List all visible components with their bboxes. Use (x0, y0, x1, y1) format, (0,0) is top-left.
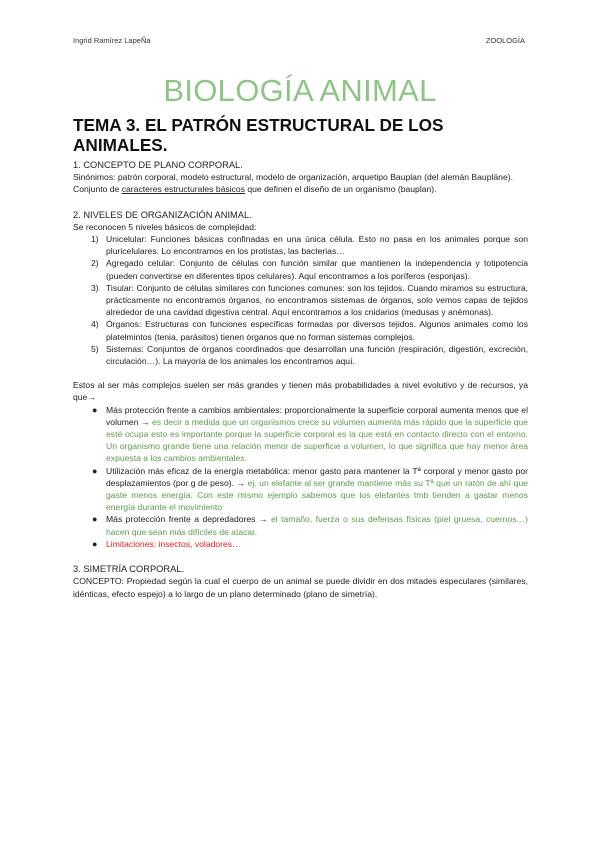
level-number: 5) (91, 343, 99, 354)
level-number: 1) (91, 234, 99, 245)
level-item (73, 233, 528, 257)
advantage-note: ej. un elefante al ser grande mantiene más su Tª que un ratón de ahí que gaste menos energía. Con este mismo ejemplo sabemos que los elefantes tmb tienden a gastar menos energía durante el movimiento (106, 477, 529, 513)
definition-post: que definen el diseño de un organismo (bauplan). (244, 184, 437, 195)
level-text: Tisular: Conjunto de células similares con funciones comunes: son los tejidos. Cuando miramos su estructura, prácticamente no encontramos órganos, no encontramos sistemas de órganos, solo vemos capas de tejidos alrededor de una cavidad digestiva central. Aquí encontramos a los cnidarios (medusas y anémonas). (106, 282, 528, 318)
levels-list (73, 233, 528, 367)
complexity-intro: Estos al ser más complejos suelen ser más grandes y tienen más probabilidades a nivel evolutivo y de recursos, ya que→ (73, 380, 528, 403)
advantage-item (73, 465, 528, 514)
level-text: Agregado celular: Conjunto de células con función similar que mantienen la independencia y totipotencia (pueden convertirse en diferentes tipos celulares). Aquí encontramos a los poríferos (esponjas). (106, 258, 528, 281)
advantage-main: Más protección frente a depredadores → (106, 514, 271, 525)
synonyms-text: Sinónimos: patrón corporal, modelo estructural, modelo de organización, arquetipo Bauplan (del alemán Baupläne). (73, 172, 513, 183)
section-2-heading: 2. NIVELES DE ORGANIZACIÓN ANIMAL. (73, 209, 252, 220)
limitations-text: Limitaciones: insectos, voladores… (106, 538, 241, 549)
level-number: 4) (91, 319, 99, 330)
advantage-item (73, 513, 528, 537)
bullet-icon: ● (92, 465, 98, 476)
definition-pre: Conjunto de (73, 184, 122, 195)
level-item (73, 257, 528, 281)
header-subject: ZOOLOGÍA (485, 36, 525, 45)
level-text: Sistemas: Conjuntos de órganos coordinados que desarrollan una función (respiración, digestión, excreción, circulación…). La mayoría de los animales los encontramos aquí. (106, 343, 528, 367)
advantage-item (73, 404, 528, 465)
advantage-note: es decir a medida que un organismos crece su volumen aumenta más rápido que la superficie que esté ocupa esto es importante porque la superficie corporal es la que está en contacto directo con el entorno. Un organismo grande tiene una relación menor de superficie a volumen, lo que significa que hay menor área expuesta a los cambios ambientales. (106, 416, 528, 464)
tema-heading: TEMA 3. EL PATRÓN ESTRUCTURAL DE LOS ANIMALES. (73, 115, 444, 155)
advantages-list (73, 404, 528, 550)
section-3-heading: 3. SIMETRÍA CORPORAL. (73, 564, 185, 575)
level-text: Unicelular: Funciones básicas confinadas en una única célula. Esto no pasa en los animales porque son pluricelulares. Lo encontramos en los protistas, las bacterias… (106, 234, 528, 257)
document-body (73, 115, 528, 600)
bullet-icon: ● (92, 514, 98, 525)
level-item (73, 343, 528, 367)
symmetry-concept: CONCEPTO: Propiedad según la cual el cuerpo de un animal se puede dividir en dos mitades especulares (similares, idénticas, efecto espejo) a lo largo de un plano determinado (plano de simetría). (73, 576, 528, 599)
level-item (73, 318, 528, 342)
bullet-icon: ● (92, 404, 98, 415)
level-number: 2) (91, 258, 99, 269)
advantage-main: Utilización más eficaz de la energía metabólica: menor gasto para mantener la Tª corporal y menor gasto por desplazamientos (por g de peso). → (106, 465, 528, 488)
level-item (73, 282, 528, 319)
level-number: 3) (91, 282, 99, 293)
section-1-heading: 1. CONCEPTO DE PLANO CORPORAL. (73, 160, 243, 170)
levels-intro: Se reconocen 5 niveles básicos de complejidad: (73, 221, 257, 232)
advantage-main: Más protección frente a cambios ambientales: proporcionalmente la superficie corporal aumenta menos que el volumen → (106, 404, 528, 427)
limitations-item (73, 538, 528, 550)
level-text: Órganos: Estructuras con funciones específicas formadas por diversos tejidos. Algunos animales como los platelmintos (tenia, parásitos) tienen órganos que no forman sistemas complejos. (106, 319, 528, 342)
definition-text (73, 183, 528, 195)
header-author: Ingrid Ramírez LapeÑa (73, 36, 151, 45)
definition-underlined: caracteres estructurales básicos (121, 184, 245, 195)
document-title: BIOLOGÍA ANIMAL (163, 73, 437, 108)
advantage-note: el tamaño, fuerza o sus defensas físicas (piel gruesa, cuernos…) hacen que sean más difíciles de atacar. (106, 514, 528, 537)
bullet-icon: ● (92, 538, 98, 549)
